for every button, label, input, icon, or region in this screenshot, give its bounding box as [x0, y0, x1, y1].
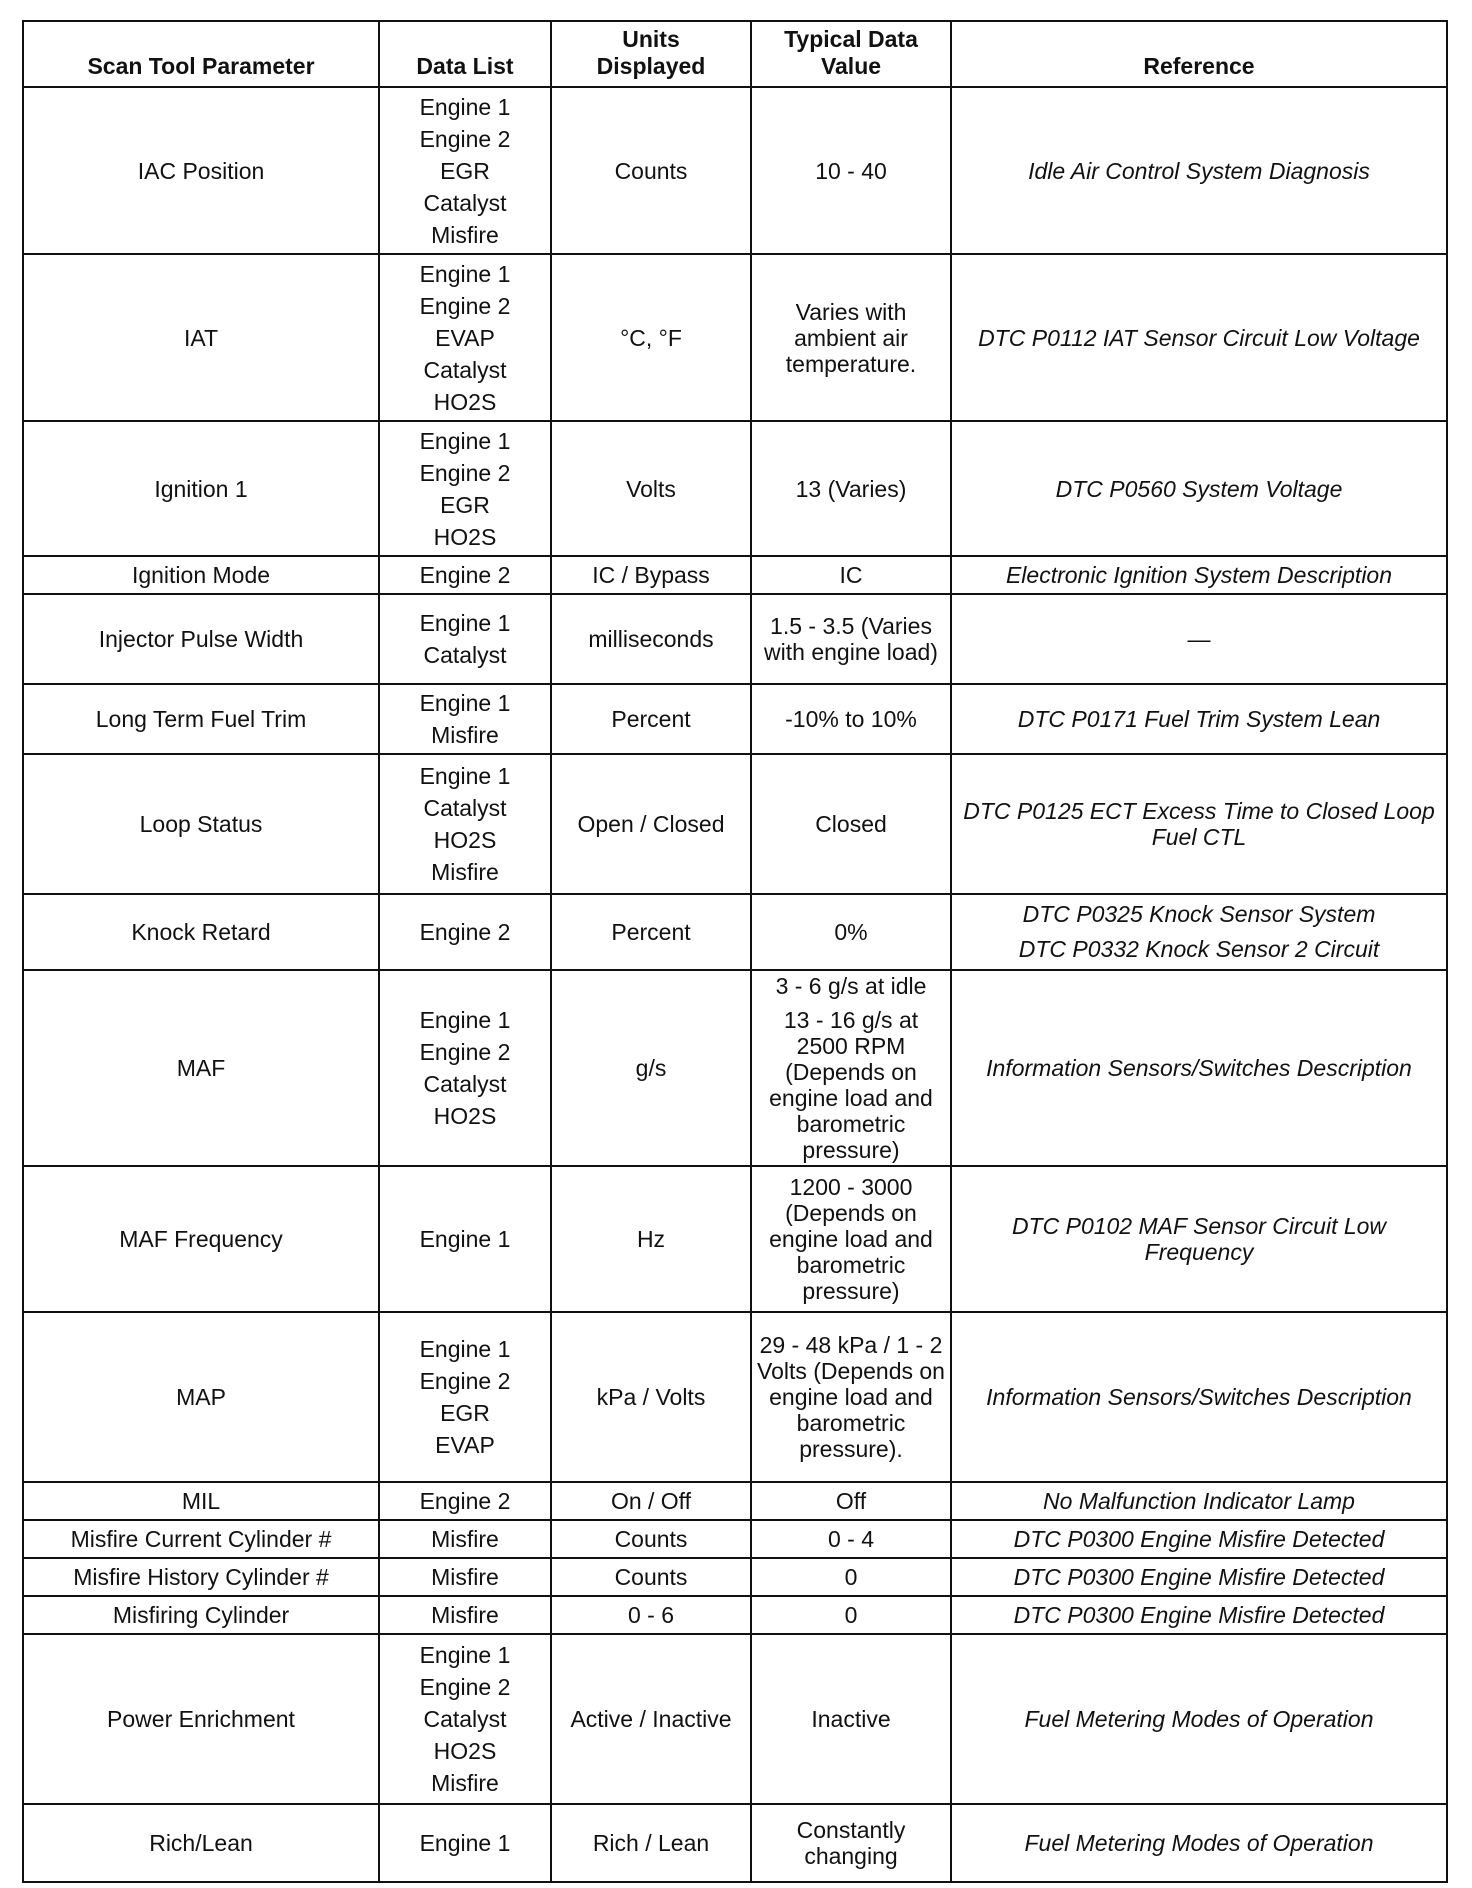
parameter-cell: Loop Status — [23, 754, 379, 894]
reference-text: DTC P0171 Fuel Trim System Lean — [1017, 706, 1381, 732]
data-list-item: Engine 2 — [419, 1368, 511, 1394]
table-row — [23, 894, 1447, 970]
reference-text: Information Sensors/Switches Description — [986, 1384, 1412, 1410]
data-list-item: Misfire — [431, 722, 499, 748]
table-row — [23, 684, 1447, 754]
typical-value-text: 1200 - 3000 (Depends on engine load and barometric pressure) — [769, 1174, 933, 1304]
data-list-cell — [379, 1520, 551, 1558]
data-list-item: HO2S — [433, 1103, 497, 1129]
data-list-item: Catalyst — [423, 189, 507, 216]
data-list-item: Engine 2 — [419, 459, 511, 486]
data-list-item: EVAP — [435, 324, 495, 351]
units-cell: Counts — [551, 1558, 751, 1596]
data-list-item: Engine 2 — [419, 292, 511, 319]
data-list-item: Misfire — [431, 1770, 499, 1796]
reference-cell — [951, 1558, 1447, 1596]
units-cell: Open / Closed — [551, 754, 751, 894]
data-list-item: HO2S — [433, 827, 497, 853]
data-list-item: Misfire — [431, 221, 499, 248]
typical-value-text: 0 — [844, 1564, 858, 1590]
table-row — [23, 421, 1447, 556]
reference-text: Fuel Metering Modes of Operation — [1024, 1830, 1374, 1856]
data-list-item: Misfire — [431, 1602, 499, 1628]
table-row — [23, 970, 1447, 1166]
parameter-cell: Misfire Current Cylinder # — [23, 1520, 379, 1558]
reference-cell — [951, 1520, 1447, 1558]
units-cell: IC / Bypass — [551, 556, 751, 594]
reference-text: — — [1187, 626, 1211, 652]
reference-cell — [951, 894, 1447, 970]
typical-value-cell — [751, 1312, 951, 1482]
data-list-item: EGR — [440, 491, 490, 518]
scan-tool-data-table-container — [22, 20, 1446, 1883]
typical-value-text: IC — [839, 562, 863, 588]
typical-value-cell — [751, 556, 951, 594]
data-list-item: Catalyst — [423, 795, 507, 821]
data-list-item: Misfire — [431, 1526, 499, 1552]
data-list-item: Engine 1 — [419, 1642, 511, 1668]
data-list-item: Engine 2 — [419, 1674, 511, 1700]
typical-value-text: 0% — [834, 919, 868, 945]
data-list-cell — [379, 1312, 551, 1482]
parameter-cell: IAT — [23, 254, 379, 421]
scan-tool-data-table — [22, 20, 1448, 1883]
parameter-cell: Power Enrichment — [23, 1634, 379, 1804]
typical-value-cell — [751, 684, 951, 754]
typical-value-text: 13 (Varies) — [795, 475, 907, 502]
typical-value-text: 3 - 6 g/s at idle — [775, 973, 927, 999]
typical-value-text: Varies with ambient air temperature. — [785, 298, 917, 377]
units-cell: 0 - 6 — [551, 1596, 751, 1634]
typical-value-cell — [751, 421, 951, 556]
reference-cell — [951, 87, 1447, 254]
reference-text: DTC P0300 Engine Misfire Detected — [1013, 1602, 1385, 1628]
data-list-item: EVAP — [435, 1432, 495, 1458]
data-list-cell — [379, 1596, 551, 1634]
data-list-item: Engine 1 — [419, 1007, 511, 1033]
reference-text: DTC P0125 ECT Excess Time to Closed Loop Fuel CTL — [963, 798, 1435, 850]
units-cell: Counts — [551, 87, 751, 254]
data-list-cell — [379, 254, 551, 421]
units-cell: Percent — [551, 684, 751, 754]
typical-value-cell — [751, 87, 951, 254]
reference-text: Idle Air Control System Diagnosis — [1028, 157, 1370, 184]
table-row — [23, 594, 1447, 684]
reference-text: DTC P0325 Knock Sensor System — [1022, 901, 1376, 927]
units-cell: milliseconds — [551, 594, 751, 684]
data-list-cell — [379, 894, 551, 970]
data-list-item: Engine 2 — [419, 125, 511, 152]
table-row — [23, 1520, 1447, 1558]
table-row — [23, 1596, 1447, 1634]
typical-value-text: Inactive — [811, 1706, 891, 1732]
data-list-item: HO2S — [433, 523, 497, 550]
typical-value-text: 1.5 - 3.5 (Varies with engine load) — [764, 613, 938, 665]
reference-cell — [951, 594, 1447, 684]
typical-value-cell — [751, 1558, 951, 1596]
reference-text: DTC P0102 MAF Sensor Circuit Low Frequency — [1011, 1213, 1387, 1265]
data-list-cell — [379, 594, 551, 684]
units-cell: On / Off — [551, 1482, 751, 1520]
table-row — [23, 1482, 1447, 1520]
data-list-item: Engine 2 — [419, 1488, 511, 1514]
header-reference: Reference — [951, 21, 1447, 87]
parameter-cell: MAP — [23, 1312, 379, 1482]
typical-value-cell — [751, 754, 951, 894]
data-list-item: Engine 2 — [419, 919, 511, 945]
typical-value-text: 10 - 40 — [815, 157, 887, 184]
data-list-item: Catalyst — [423, 642, 507, 668]
data-list-item: Catalyst — [423, 1706, 507, 1732]
units-cell: Active / Inactive — [551, 1634, 751, 1804]
data-list-item: Engine 1 — [419, 690, 511, 716]
parameter-cell: Knock Retard — [23, 894, 379, 970]
typical-value-text: Constantly changing — [796, 1817, 906, 1869]
data-list-cell — [379, 1804, 551, 1882]
reference-cell — [951, 1634, 1447, 1804]
parameter-cell: Misfiring Cylinder — [23, 1596, 379, 1634]
typical-value-text: 29 - 48 kPa / 1 - 2 Volts (Depends on engine load and barometric pressure). — [757, 1332, 945, 1462]
parameter-cell: MAF — [23, 970, 379, 1166]
typical-value-text: 0 - 4 — [827, 1526, 875, 1552]
typical-value-cell — [751, 594, 951, 684]
data-list-item: Engine 2 — [419, 1039, 511, 1065]
reference-cell — [951, 1482, 1447, 1520]
reference-cell — [951, 684, 1447, 754]
parameter-cell: Long Term Fuel Trim — [23, 684, 379, 754]
parameter-cell: Ignition Mode — [23, 556, 379, 594]
reference-cell — [951, 1166, 1447, 1312]
data-list-item: EGR — [440, 1400, 490, 1426]
data-list-cell — [379, 970, 551, 1166]
parameter-cell: Rich/Lean — [23, 1804, 379, 1882]
typical-value-text: Closed — [815, 811, 887, 837]
reference-cell — [951, 254, 1447, 421]
parameter-cell: MIL — [23, 1482, 379, 1520]
reference-cell — [951, 421, 1447, 556]
data-list-item: Engine 1 — [419, 260, 511, 287]
data-list-item: Engine 1 — [419, 1336, 511, 1362]
units-cell: Volts — [551, 421, 751, 556]
table-row — [23, 1804, 1447, 1882]
header-units-displayed: Units Displayed — [551, 21, 751, 87]
data-list-item: Engine 1 — [419, 763, 511, 789]
reference-cell — [951, 1804, 1447, 1882]
units-cell: Rich / Lean — [551, 1804, 751, 1882]
data-list-item: Engine 1 — [419, 1830, 511, 1856]
header-typical-data-value: Typical Data Value — [751, 21, 951, 87]
typical-value-cell — [751, 1166, 951, 1312]
data-list-item: Engine 1 — [419, 427, 511, 454]
parameter-cell: IAC Position — [23, 87, 379, 254]
typical-value-cell — [751, 1482, 951, 1520]
data-list-item: Engine 1 — [419, 1226, 511, 1252]
parameter-cell: Injector Pulse Width — [23, 594, 379, 684]
data-list-item: Engine 1 — [419, 610, 511, 636]
typical-value-cell — [751, 1634, 951, 1804]
typical-value-text: -10% to 10% — [785, 706, 917, 732]
parameter-cell: MAF Frequency — [23, 1166, 379, 1312]
typical-value-cell — [751, 254, 951, 421]
reference-text: DTC P0300 Engine Misfire Detected — [1013, 1526, 1385, 1552]
typical-value-text: 0 — [844, 1602, 858, 1628]
table-header-row — [23, 21, 1447, 87]
typical-value-cell — [751, 1804, 951, 1882]
table-row — [23, 1166, 1447, 1312]
reference-text: DTC P0112 IAT Sensor Circuit Low Voltage — [978, 324, 1420, 351]
reference-cell — [951, 970, 1447, 1166]
header-data-list: Data List — [379, 21, 551, 87]
table-row — [23, 87, 1447, 254]
reference-text: No Malfunction Indicator Lamp — [1043, 1488, 1355, 1514]
units-cell: Percent — [551, 894, 751, 970]
typical-value-text: 13 - 16 g/s at 2500 RPM (Depends on engine load and barometric pressure) — [769, 1007, 933, 1163]
typical-value-cell — [751, 1596, 951, 1634]
units-cell: kPa / Volts — [551, 1312, 751, 1482]
typical-value-cell — [751, 970, 951, 1166]
data-list-cell — [379, 556, 551, 594]
table-row — [23, 1634, 1447, 1804]
parameter-cell: Misfire History Cylinder # — [23, 1558, 379, 1596]
data-list-item: Misfire — [431, 859, 499, 885]
reference-cell — [951, 1312, 1447, 1482]
units-cell: Hz — [551, 1166, 751, 1312]
table-row — [23, 254, 1447, 421]
data-list-cell — [379, 1634, 551, 1804]
typical-value-cell — [751, 894, 951, 970]
reference-text: DTC P0300 Engine Misfire Detected — [1013, 1564, 1385, 1590]
table-body — [23, 87, 1447, 1882]
parameter-cell: Ignition 1 — [23, 421, 379, 556]
table-row — [23, 556, 1447, 594]
data-list-item: HO2S — [433, 388, 497, 415]
data-list-item: Misfire — [431, 1564, 499, 1590]
reference-text: Fuel Metering Modes of Operation — [1024, 1706, 1374, 1732]
reference-text: DTC P0332 Knock Sensor 2 Circuit — [1018, 936, 1380, 962]
header-scan-tool-parameter: Scan Tool Parameter — [23, 21, 379, 87]
data-list-item: Catalyst — [423, 1071, 507, 1097]
reference-cell — [951, 754, 1447, 894]
data-list-cell — [379, 684, 551, 754]
typical-value-text: Off — [835, 1488, 867, 1514]
reference-text: Electronic Ignition System Description — [1005, 562, 1393, 588]
data-list-cell — [379, 421, 551, 556]
data-list-cell — [379, 1166, 551, 1312]
reference-text: Information Sensors/Switches Description — [986, 1055, 1412, 1081]
data-list-cell — [379, 1558, 551, 1596]
data-list-item: HO2S — [433, 1738, 497, 1764]
data-list-item: EGR — [440, 157, 490, 184]
table-row — [23, 754, 1447, 894]
data-list-cell — [379, 754, 551, 894]
data-list-item: Engine 2 — [419, 562, 511, 588]
data-list-item: Catalyst — [423, 356, 507, 383]
table-row — [23, 1312, 1447, 1482]
units-cell: °C, °F — [551, 254, 751, 421]
reference-cell — [951, 556, 1447, 594]
data-list-cell — [379, 87, 551, 254]
table-row — [23, 1558, 1447, 1596]
data-list-cell — [379, 1482, 551, 1520]
units-cell: Counts — [551, 1520, 751, 1558]
data-list-item: Engine 1 — [419, 93, 511, 120]
reference-cell — [951, 1596, 1447, 1634]
reference-text: DTC P0560 System Voltage — [1055, 475, 1343, 502]
units-cell: g/s — [551, 970, 751, 1166]
typical-value-cell — [751, 1520, 951, 1558]
